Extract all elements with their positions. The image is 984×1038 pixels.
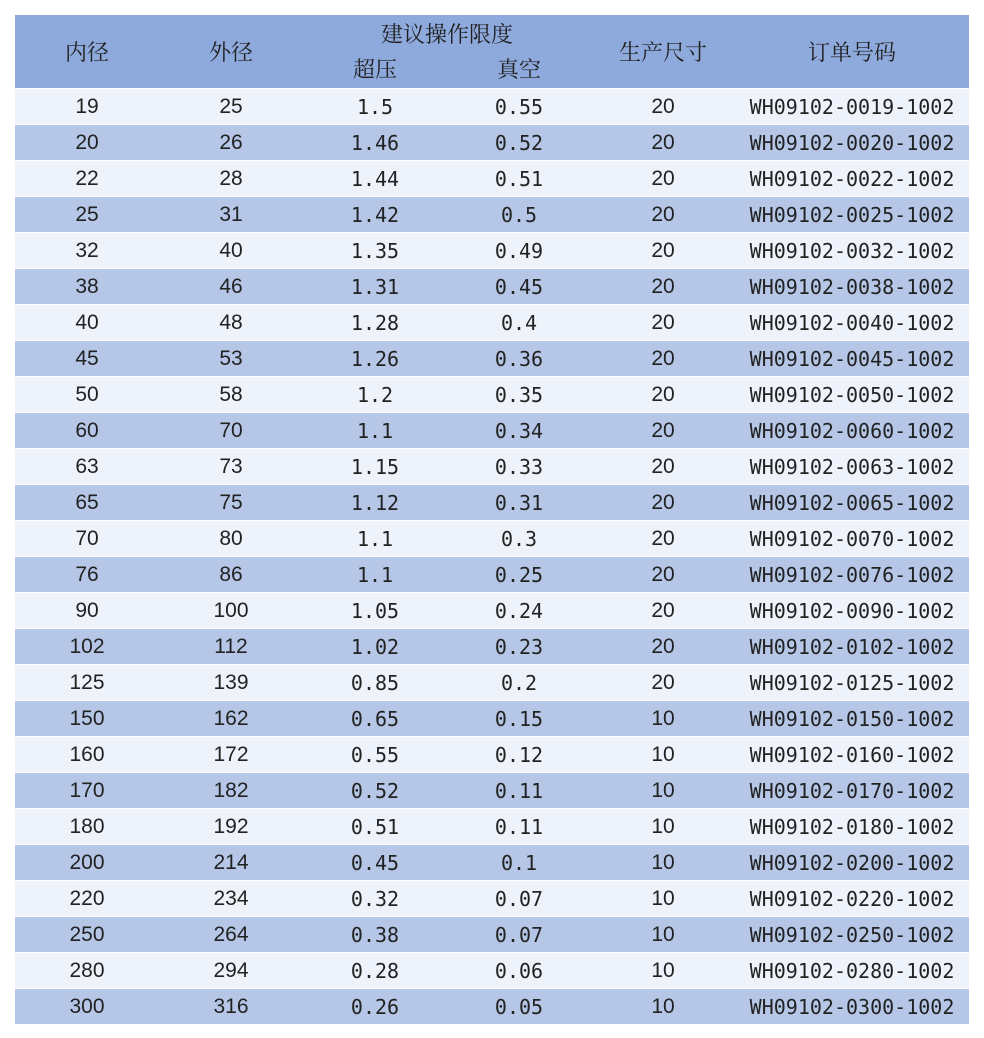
cell-order-number: WH09102-0250-1002 — [735, 917, 969, 953]
cell-inner-diameter: 125 — [15, 665, 159, 701]
cell-order-number: WH09102-0102-1002 — [735, 629, 969, 665]
cell-production-size: 20 — [591, 305, 735, 341]
cell-vacuum: 0.35 — [447, 377, 591, 413]
cell-overpressure: 1.46 — [303, 125, 447, 161]
cell-order-number: WH09102-0076-1002 — [735, 557, 969, 593]
table-row — [15, 845, 969, 881]
cell-overpressure: 1.1 — [303, 413, 447, 449]
table-row — [15, 701, 969, 737]
cell-overpressure: 1.12 — [303, 485, 447, 521]
table-row — [15, 521, 969, 557]
cell-overpressure: 1.31 — [303, 269, 447, 305]
cell-order-number: WH09102-0170-1002 — [735, 773, 969, 809]
cell-inner-diameter: 280 — [15, 953, 159, 989]
cell-order-number: WH09102-0065-1002 — [735, 485, 969, 521]
cell-vacuum: 0.52 — [447, 125, 591, 161]
cell-production-size: 20 — [591, 125, 735, 161]
cell-outer-diameter: 264 — [159, 917, 303, 953]
cell-overpressure: 0.65 — [303, 701, 447, 737]
cell-vacuum: 0.34 — [447, 413, 591, 449]
cell-vacuum: 0.33 — [447, 449, 591, 485]
cell-order-number: WH09102-0300-1002 — [735, 989, 969, 1025]
cell-overpressure: 1.1 — [303, 557, 447, 593]
cell-outer-diameter: 139 — [159, 665, 303, 701]
table-row — [15, 989, 969, 1025]
cell-outer-diameter: 234 — [159, 881, 303, 917]
cell-outer-diameter: 294 — [159, 953, 303, 989]
cell-vacuum: 0.25 — [447, 557, 591, 593]
cell-overpressure: 0.32 — [303, 881, 447, 917]
cell-order-number: WH09102-0025-1002 — [735, 197, 969, 233]
cell-production-size: 20 — [591, 197, 735, 233]
table-row — [15, 89, 969, 125]
cell-order-number: WH09102-0020-1002 — [735, 125, 969, 161]
cell-inner-diameter: 65 — [15, 485, 159, 521]
cell-overpressure: 1.44 — [303, 161, 447, 197]
cell-production-size: 20 — [591, 593, 735, 629]
cell-production-size: 10 — [591, 989, 735, 1025]
cell-production-size: 10 — [591, 701, 735, 737]
cell-outer-diameter: 53 — [159, 341, 303, 377]
cell-order-number: WH09102-0050-1002 — [735, 377, 969, 413]
table-row — [15, 449, 969, 485]
cell-inner-diameter: 45 — [15, 341, 159, 377]
cell-overpressure: 1.35 — [303, 233, 447, 269]
cell-order-number: WH09102-0200-1002 — [735, 845, 969, 881]
cell-outer-diameter: 182 — [159, 773, 303, 809]
cell-order-number: WH09102-0045-1002 — [735, 341, 969, 377]
cell-inner-diameter: 40 — [15, 305, 159, 341]
cell-order-number: WH09102-0060-1002 — [735, 413, 969, 449]
cell-outer-diameter: 80 — [159, 521, 303, 557]
cell-inner-diameter: 220 — [15, 881, 159, 917]
table-row — [15, 305, 969, 341]
table-row — [15, 341, 969, 377]
table-row — [15, 233, 969, 269]
table-row — [15, 269, 969, 305]
cell-inner-diameter: 70 — [15, 521, 159, 557]
cell-vacuum: 0.49 — [447, 233, 591, 269]
cell-production-size: 20 — [591, 665, 735, 701]
cell-order-number: WH09102-0040-1002 — [735, 305, 969, 341]
cell-production-size: 10 — [591, 845, 735, 881]
table-row — [15, 557, 969, 593]
cell-production-size: 20 — [591, 377, 735, 413]
table-row — [15, 593, 969, 629]
cell-production-size: 10 — [591, 917, 735, 953]
spec-table-container — [15, 15, 969, 1024]
cell-outer-diameter: 192 — [159, 809, 303, 845]
cell-outer-diameter: 26 — [159, 125, 303, 161]
header-order-number: 订单号码 — [735, 15, 969, 89]
cell-outer-diameter: 73 — [159, 449, 303, 485]
cell-production-size: 20 — [591, 269, 735, 305]
cell-vacuum: 0.07 — [447, 917, 591, 953]
cell-overpressure: 1.26 — [303, 341, 447, 377]
cell-order-number: WH09102-0125-1002 — [735, 665, 969, 701]
cell-outer-diameter: 48 — [159, 305, 303, 341]
header-row-1 — [15, 15, 969, 51]
cell-order-number: WH09102-0220-1002 — [735, 881, 969, 917]
cell-overpressure: 0.38 — [303, 917, 447, 953]
cell-vacuum: 0.45 — [447, 269, 591, 305]
cell-production-size: 20 — [591, 233, 735, 269]
hose-spec-table — [15, 15, 969, 1024]
cell-outer-diameter: 100 — [159, 593, 303, 629]
header-production-size: 生产尺寸 — [591, 15, 735, 89]
cell-inner-diameter: 20 — [15, 125, 159, 161]
cell-inner-diameter: 50 — [15, 377, 159, 413]
cell-outer-diameter: 75 — [159, 485, 303, 521]
cell-production-size: 20 — [591, 521, 735, 557]
cell-inner-diameter: 300 — [15, 989, 159, 1025]
cell-inner-diameter: 170 — [15, 773, 159, 809]
table-row — [15, 917, 969, 953]
cell-inner-diameter: 38 — [15, 269, 159, 305]
cell-order-number: WH09102-0090-1002 — [735, 593, 969, 629]
cell-order-number: WH09102-0022-1002 — [735, 161, 969, 197]
cell-order-number: WH09102-0063-1002 — [735, 449, 969, 485]
header-outer-diameter: 外径 — [159, 15, 303, 89]
cell-order-number: WH09102-0070-1002 — [735, 521, 969, 557]
table-row — [15, 809, 969, 845]
cell-inner-diameter: 63 — [15, 449, 159, 485]
cell-outer-diameter: 112 — [159, 629, 303, 665]
cell-inner-diameter: 19 — [15, 89, 159, 125]
cell-vacuum: 0.55 — [447, 89, 591, 125]
header-overpressure: 超压 — [303, 51, 447, 89]
cell-vacuum: 0.36 — [447, 341, 591, 377]
cell-outer-diameter: 31 — [159, 197, 303, 233]
cell-inner-diameter: 32 — [15, 233, 159, 269]
cell-order-number: WH09102-0160-1002 — [735, 737, 969, 773]
table-row — [15, 125, 969, 161]
cell-inner-diameter: 160 — [15, 737, 159, 773]
header-inner-diameter: 内径 — [15, 15, 159, 89]
cell-outer-diameter: 40 — [159, 233, 303, 269]
cell-order-number: WH09102-0280-1002 — [735, 953, 969, 989]
cell-vacuum: 0.1 — [447, 845, 591, 881]
cell-outer-diameter: 86 — [159, 557, 303, 593]
cell-outer-diameter: 172 — [159, 737, 303, 773]
cell-inner-diameter: 90 — [15, 593, 159, 629]
cell-order-number: WH09102-0019-1002 — [735, 89, 969, 125]
cell-outer-diameter: 28 — [159, 161, 303, 197]
cell-production-size: 10 — [591, 953, 735, 989]
cell-vacuum: 0.07 — [447, 881, 591, 917]
cell-overpressure: 0.28 — [303, 953, 447, 989]
cell-inner-diameter: 76 — [15, 557, 159, 593]
cell-outer-diameter: 214 — [159, 845, 303, 881]
cell-order-number: WH09102-0180-1002 — [735, 809, 969, 845]
table-row — [15, 161, 969, 197]
cell-production-size: 20 — [591, 89, 735, 125]
table-row — [15, 413, 969, 449]
table-row — [15, 881, 969, 917]
cell-vacuum: 0.05 — [447, 989, 591, 1025]
cell-overpressure: 1.5 — [303, 89, 447, 125]
cell-order-number: WH09102-0150-1002 — [735, 701, 969, 737]
cell-production-size: 20 — [591, 557, 735, 593]
cell-overpressure: 1.15 — [303, 449, 447, 485]
cell-overpressure: 0.55 — [303, 737, 447, 773]
table-row — [15, 773, 969, 809]
cell-outer-diameter: 46 — [159, 269, 303, 305]
cell-overpressure: 0.26 — [303, 989, 447, 1025]
cell-outer-diameter: 70 — [159, 413, 303, 449]
cell-production-size: 20 — [591, 485, 735, 521]
cell-outer-diameter: 316 — [159, 989, 303, 1025]
cell-production-size: 10 — [591, 809, 735, 845]
cell-production-size: 10 — [591, 881, 735, 917]
cell-overpressure: 0.45 — [303, 845, 447, 881]
cell-overpressure: 0.85 — [303, 665, 447, 701]
table-row — [15, 665, 969, 701]
cell-vacuum: 0.11 — [447, 773, 591, 809]
cell-inner-diameter: 150 — [15, 701, 159, 737]
cell-overpressure: 0.52 — [303, 773, 447, 809]
cell-vacuum: 0.31 — [447, 485, 591, 521]
cell-overpressure: 1.02 — [303, 629, 447, 665]
table-row — [15, 737, 969, 773]
cell-overpressure: 1.42 — [303, 197, 447, 233]
cell-outer-diameter: 58 — [159, 377, 303, 413]
cell-inner-diameter: 200 — [15, 845, 159, 881]
cell-overpressure: 0.51 — [303, 809, 447, 845]
cell-production-size: 20 — [591, 449, 735, 485]
cell-overpressure: 1.2 — [303, 377, 447, 413]
cell-inner-diameter: 102 — [15, 629, 159, 665]
table-header — [15, 15, 969, 89]
cell-overpressure: 1.28 — [303, 305, 447, 341]
table-row — [15, 629, 969, 665]
cell-order-number: WH09102-0032-1002 — [735, 233, 969, 269]
cell-order-number: WH09102-0038-1002 — [735, 269, 969, 305]
table-row — [15, 197, 969, 233]
cell-vacuum: 0.15 — [447, 701, 591, 737]
cell-outer-diameter: 162 — [159, 701, 303, 737]
header-vacuum: 真空 — [447, 51, 591, 89]
cell-production-size: 10 — [591, 737, 735, 773]
cell-inner-diameter: 25 — [15, 197, 159, 233]
cell-inner-diameter: 22 — [15, 161, 159, 197]
cell-production-size: 20 — [591, 341, 735, 377]
cell-production-size: 10 — [591, 773, 735, 809]
cell-vacuum: 0.51 — [447, 161, 591, 197]
table-row — [15, 485, 969, 521]
table-body — [15, 89, 969, 1025]
cell-production-size: 20 — [591, 413, 735, 449]
cell-overpressure: 1.1 — [303, 521, 447, 557]
cell-vacuum: 0.24 — [447, 593, 591, 629]
cell-outer-diameter: 25 — [159, 89, 303, 125]
cell-vacuum: 0.5 — [447, 197, 591, 233]
cell-vacuum: 0.2 — [447, 665, 591, 701]
cell-vacuum: 0.06 — [447, 953, 591, 989]
table-row — [15, 953, 969, 989]
cell-production-size: 20 — [591, 161, 735, 197]
cell-inner-diameter: 250 — [15, 917, 159, 953]
table-row — [15, 377, 969, 413]
cell-overpressure: 1.05 — [303, 593, 447, 629]
header-operating-limits: 建议操作限度 — [303, 15, 591, 51]
cell-inner-diameter: 180 — [15, 809, 159, 845]
cell-vacuum: 0.23 — [447, 629, 591, 665]
cell-vacuum: 0.4 — [447, 305, 591, 341]
cell-inner-diameter: 60 — [15, 413, 159, 449]
cell-vacuum: 0.12 — [447, 737, 591, 773]
cell-vacuum: 0.11 — [447, 809, 591, 845]
cell-vacuum: 0.3 — [447, 521, 591, 557]
cell-production-size: 20 — [591, 629, 735, 665]
